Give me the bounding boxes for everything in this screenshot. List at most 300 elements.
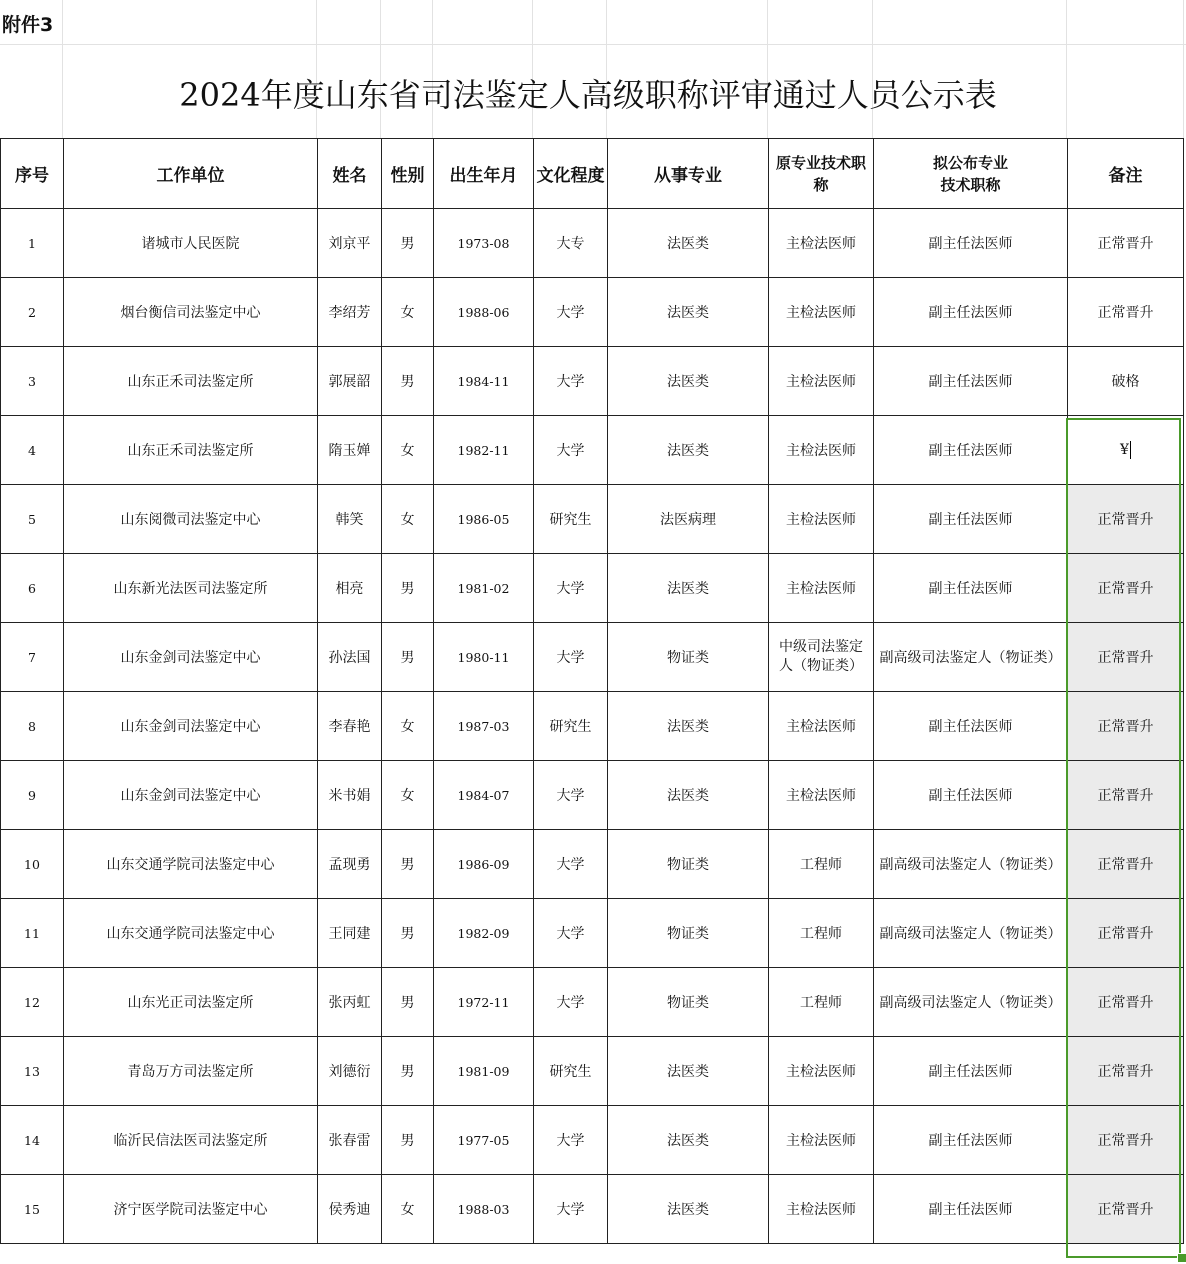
cell-unit-text: 山东阅微司法鉴定中心 [120, 512, 261, 528]
cell-name-text: 王同建 [328, 926, 371, 942]
header-name[interactable]: 姓名 [318, 139, 382, 209]
cell-unit[interactable] [64, 692, 318, 761]
cell-new-title[interactable] [874, 278, 1068, 347]
cell-education[interactable] [534, 692, 608, 761]
cell-original-title[interactable] [769, 899, 874, 968]
cell-gender-text: 男 [400, 236, 415, 252]
cell-name-text: 孟现勇 [328, 857, 371, 873]
cell-unit[interactable] [64, 623, 318, 692]
cell-original-title-text: 工程师 [800, 995, 842, 1011]
header-gender[interactable]: 性别 [382, 139, 434, 209]
cell-education-text: 大学 [556, 305, 585, 321]
cell-field[interactable] [608, 1106, 769, 1175]
cell-original-title[interactable] [769, 278, 874, 347]
header-unit[interactable]: 工作单位 [64, 139, 318, 209]
cell-original-title[interactable] [769, 485, 874, 554]
cell-new-title[interactable] [874, 209, 1068, 278]
cell-birth-text: 1986-09 [457, 856, 510, 872]
cell-education[interactable] [534, 209, 608, 278]
cell-no-text: 3 [28, 373, 36, 389]
cell-field[interactable] [608, 209, 769, 278]
cell-unit[interactable] [64, 416, 318, 485]
cell-original-title-text: 主检法医师 [786, 443, 856, 459]
cell-gender-text: 女 [400, 788, 415, 804]
cell-birth-text: 1977-05 [457, 1132, 510, 1148]
cell-note-text: 正常晋升 [1097, 650, 1154, 666]
cell-unit[interactable] [64, 1106, 318, 1175]
table-row [1, 1175, 1184, 1244]
cell-original-title[interactable] [769, 692, 874, 761]
cell-name-text: 刘德衍 [328, 1064, 371, 1080]
cell-education[interactable] [534, 830, 608, 899]
cell-new-title-text: 副主任法医师 [928, 374, 1013, 390]
cell-gender[interactable] [382, 830, 434, 899]
cell-name-text: 韩笑 [335, 512, 364, 528]
cell-unit-text: 山东光正司法鉴定所 [127, 995, 254, 1011]
cell-new-title-text: 副主任法医师 [928, 788, 1013, 804]
cell-birth-text: 1984-07 [457, 787, 510, 803]
cell-name-text: 李春艳 [328, 719, 371, 735]
header-note[interactable]: 备注 [1068, 139, 1184, 209]
cell-gender-text: 女 [400, 719, 415, 735]
cell-birth[interactable] [434, 761, 534, 830]
cell-field[interactable] [608, 347, 769, 416]
cell-name[interactable] [318, 1175, 382, 1244]
cell-name[interactable] [318, 830, 382, 899]
cell-note[interactable] [1068, 968, 1184, 1037]
cell-name[interactable] [318, 347, 382, 416]
cell-original-title-text: 主检法医师 [786, 719, 856, 735]
gridline [768, 0, 873, 138]
cell-birth[interactable] [434, 209, 534, 278]
cell-field-text: 法医类 [667, 581, 709, 597]
gridline [1067, 0, 1184, 138]
header-new-title[interactable] [874, 139, 1068, 209]
cell-field[interactable] [608, 278, 769, 347]
cell-name[interactable] [318, 761, 382, 830]
gridline [317, 0, 381, 138]
cell-education-text: 大学 [556, 995, 585, 1011]
cell-original-title[interactable] [769, 1037, 874, 1106]
cell-gender[interactable] [382, 692, 434, 761]
cell-name[interactable] [318, 623, 382, 692]
cell-gender[interactable] [382, 761, 434, 830]
cell-note-text: 破格 [1111, 374, 1140, 390]
cell-education[interactable] [534, 278, 608, 347]
cell-note[interactable] [1068, 830, 1184, 899]
cell-new-title[interactable] [874, 1175, 1068, 1244]
cell-new-title-text: 副主任法医师 [928, 443, 1013, 459]
cell-no-text: 12 [24, 994, 40, 1010]
cell-name-text: 郭展韶 [328, 374, 371, 390]
cell-note-text: 正常晋升 [1097, 788, 1154, 804]
cell-education-text: 大专 [556, 236, 585, 252]
cell-new-title[interactable] [874, 830, 1068, 899]
gridline [873, 0, 1067, 138]
cell-field[interactable] [608, 968, 769, 1037]
cell-no[interactable] [1, 761, 64, 830]
cell-new-title[interactable] [874, 692, 1068, 761]
cell-no-text: 10 [24, 856, 40, 872]
cell-birth-text: 1981-09 [457, 1063, 510, 1079]
cell-note[interactable] [1068, 485, 1184, 554]
cell-birth[interactable] [434, 968, 534, 1037]
cell-education[interactable] [534, 623, 608, 692]
cell-unit[interactable] [64, 1175, 318, 1244]
table-row [1, 416, 1184, 485]
cell-education[interactable] [534, 761, 608, 830]
page-title[interactable]: 2024年度山东省司法鉴定人高级职称评审通过人员公示表 [179, 76, 997, 114]
cell-no[interactable] [1, 209, 64, 278]
cell-birth[interactable] [434, 1037, 534, 1106]
cell-education[interactable] [534, 416, 608, 485]
cell-note[interactable] [1068, 899, 1184, 968]
cell-birth[interactable] [434, 830, 534, 899]
cell-education[interactable] [534, 485, 608, 554]
cell-field-text: 物证类 [667, 650, 709, 666]
cell-gender[interactable] [382, 623, 434, 692]
table-row [1, 968, 1184, 1037]
cell-birth-text: 1972-11 [457, 994, 510, 1010]
cell-education[interactable] [534, 1037, 608, 1106]
cell-no-text: 2 [28, 304, 36, 320]
cell-no[interactable] [1, 1175, 64, 1244]
cell-unit[interactable] [64, 1037, 318, 1106]
cell-original-title[interactable] [769, 416, 874, 485]
cell-original-title-text: 主检法医师 [786, 581, 856, 597]
cell-education[interactable] [534, 1106, 608, 1175]
cell-birth-text: 1988-03 [457, 1201, 510, 1217]
table-row [1, 347, 1184, 416]
gridline [381, 0, 433, 138]
cell-field-text: 法医类 [667, 788, 709, 804]
cell-birth-text: 1988-06 [457, 304, 510, 320]
cell-education[interactable] [534, 554, 608, 623]
cell-education-text: 大学 [556, 581, 585, 597]
cell-note-text: ¥ [1120, 442, 1129, 458]
cell-education-text: 大学 [556, 374, 585, 390]
table-row [1, 554, 1184, 623]
cell-note[interactable] [1068, 347, 1184, 416]
attachment-label[interactable]: 附件3 [2, 14, 54, 36]
cell-name[interactable] [318, 485, 382, 554]
cell-unit-text: 济宁医学院司法鉴定中心 [113, 1202, 268, 1218]
cell-unit[interactable] [64, 209, 318, 278]
cell-original-title[interactable] [769, 761, 874, 830]
header-new-title-line2: 技术职称 [940, 175, 1001, 194]
cell-unit[interactable] [64, 554, 318, 623]
cell-unit[interactable] [64, 968, 318, 1037]
cell-name-text: 张丙虹 [328, 995, 371, 1011]
cell-no[interactable] [1, 416, 64, 485]
cell-no[interactable] [1, 692, 64, 761]
header-original-title-line2: 称 [813, 175, 829, 194]
header-birth[interactable]: 出生年月 [434, 139, 534, 209]
cell-birth[interactable] [434, 554, 534, 623]
cell-unit-text: 山东交通学院司法鉴定中心 [106, 857, 275, 873]
cell-gender[interactable] [382, 968, 434, 1037]
cell-no[interactable] [1, 554, 64, 623]
cell-gender[interactable] [382, 899, 434, 968]
cell-unit[interactable] [64, 278, 318, 347]
cell-education[interactable] [534, 1175, 608, 1244]
cell-new-title[interactable] [874, 1106, 1068, 1175]
cell-original-title-text: 主检法医师 [786, 788, 856, 804]
cell-note-text: 正常晋升 [1097, 581, 1154, 597]
header-no[interactable]: 序号 [1, 139, 64, 209]
cell-gender[interactable] [382, 1106, 434, 1175]
table-row [1, 1106, 1184, 1175]
cell-note-text: 正常晋升 [1097, 857, 1154, 873]
cell-gender-text: 女 [400, 443, 415, 459]
cell-name-text: 侯秀迪 [328, 1202, 371, 1218]
cell-birth[interactable] [434, 278, 534, 347]
cell-unit[interactable] [64, 347, 318, 416]
cell-new-title[interactable] [874, 899, 1068, 968]
cell-original-title[interactable] [769, 830, 874, 899]
header-new-title-line1: 拟公布专业 [932, 153, 1008, 172]
cell-original-title-text: 主检法医师 [786, 512, 856, 528]
cell-unit[interactable] [64, 830, 318, 899]
cell-field-text: 法医病理 [660, 512, 716, 528]
cell-gender[interactable] [382, 347, 434, 416]
cell-no-text: 7 [28, 649, 36, 665]
cell-original-title[interactable] [769, 968, 874, 1037]
cell-original-title-text: 主检法医师 [786, 374, 856, 390]
cell-note[interactable] [1068, 209, 1184, 278]
cell-name[interactable] [318, 968, 382, 1037]
cell-education[interactable] [534, 899, 608, 968]
cell-gender[interactable] [382, 554, 434, 623]
table-row [1, 209, 1184, 278]
cell-unit-text: 临沂民信法医司法鉴定所 [113, 1133, 268, 1149]
cell-new-title[interactable] [874, 1037, 1068, 1106]
cell-new-title-text: 副高级司法鉴定人（物证类） [879, 926, 1062, 942]
cell-gender-text: 男 [400, 581, 415, 597]
cell-field[interactable] [608, 485, 769, 554]
cell-no[interactable] [1, 485, 64, 554]
table-row [1, 623, 1184, 692]
cell-new-title[interactable] [874, 416, 1068, 485]
cell-name-text: 李绍芳 [328, 305, 371, 321]
cell-field-text: 物证类 [667, 926, 709, 942]
cell-note-text: 正常晋升 [1097, 995, 1154, 1011]
cell-field-text: 法医类 [667, 1064, 709, 1080]
table-row [1, 899, 1184, 968]
cell-no[interactable] [1, 623, 64, 692]
cell-original-title[interactable] [769, 623, 874, 692]
cell-note[interactable] [1068, 416, 1184, 485]
cell-new-title[interactable] [874, 968, 1068, 1037]
cell-field[interactable] [608, 1037, 769, 1106]
cell-new-title[interactable] [874, 623, 1068, 692]
cell-original-title[interactable] [769, 1175, 874, 1244]
cell-original-title-text: 主检法医师 [786, 1064, 856, 1080]
cell-original-title[interactable] [769, 1106, 874, 1175]
cell-field-text: 物证类 [667, 995, 709, 1011]
cell-new-title-text: 副主任法医师 [928, 1133, 1013, 1149]
cell-gender[interactable] [382, 1175, 434, 1244]
cell-field[interactable] [608, 554, 769, 623]
cell-name[interactable] [318, 1106, 382, 1175]
table-row [1, 761, 1184, 830]
header-education[interactable]: 文化程度 [534, 139, 608, 209]
cell-education[interactable] [534, 968, 608, 1037]
cell-no[interactable] [1, 347, 64, 416]
cell-birth[interactable] [434, 416, 534, 485]
cell-new-title[interactable] [874, 554, 1068, 623]
cell-original-title[interactable] [769, 554, 874, 623]
cell-unit-text: 烟台衡信司法鉴定中心 [120, 305, 261, 321]
cell-birth[interactable] [434, 623, 534, 692]
cell-note[interactable] [1068, 623, 1184, 692]
cell-no[interactable] [1, 968, 64, 1037]
cell-original-title[interactable] [769, 347, 874, 416]
cell-original-title-text: 主检法医师 [786, 236, 856, 252]
cell-gender[interactable] [382, 1037, 434, 1106]
cell-note-text: 正常晋升 [1097, 926, 1154, 942]
cell-gender[interactable] [382, 278, 434, 347]
cell-field-text: 法医类 [667, 443, 709, 459]
cell-original-title-text: 工程师 [800, 857, 842, 873]
cell-no[interactable] [1, 899, 64, 968]
text-cursor [1130, 441, 1131, 459]
cell-no[interactable] [1, 1037, 64, 1106]
cell-note[interactable] [1068, 278, 1184, 347]
cell-unit[interactable] [64, 899, 318, 968]
cell-gender-text: 女 [400, 305, 415, 321]
cell-education-text: 大学 [556, 926, 585, 942]
cell-gender[interactable] [382, 416, 434, 485]
cell-education-text: 大学 [556, 857, 585, 873]
gridline [433, 0, 533, 138]
cell-birth[interactable] [434, 485, 534, 554]
cell-field[interactable] [608, 623, 769, 692]
cell-note-text: 正常晋升 [1097, 305, 1154, 321]
cell-unit-text: 山东交通学院司法鉴定中心 [106, 926, 275, 942]
cell-field[interactable] [608, 416, 769, 485]
cell-unit[interactable] [64, 485, 318, 554]
cell-original-title[interactable] [769, 209, 874, 278]
cell-new-title-text: 副主任法医师 [928, 1064, 1013, 1080]
cell-name[interactable] [318, 899, 382, 968]
cell-note[interactable] [1068, 761, 1184, 830]
cell-note[interactable] [1068, 1106, 1184, 1175]
cell-original-title-text: 主检法医师 [786, 1202, 856, 1218]
cell-field[interactable] [608, 692, 769, 761]
cell-gender-text: 男 [400, 857, 415, 873]
cell-birth[interactable] [434, 692, 534, 761]
cell-name[interactable] [318, 416, 382, 485]
cell-note-text: 正常晋升 [1097, 512, 1154, 528]
cell-birth[interactable] [434, 1175, 534, 1244]
cell-birth[interactable] [434, 347, 534, 416]
cell-name[interactable] [318, 692, 382, 761]
cell-education-text: 研究生 [549, 512, 592, 528]
cell-gender-text: 男 [400, 374, 415, 390]
cell-no-text: 15 [24, 1201, 40, 1217]
cell-note-text: 正常晋升 [1097, 236, 1154, 252]
cell-no-text: 5 [28, 511, 36, 527]
cell-field-text: 物证类 [667, 857, 709, 873]
cell-new-title-text: 副主任法医师 [928, 305, 1013, 321]
cell-note[interactable] [1068, 1175, 1184, 1244]
cell-education[interactable] [534, 347, 608, 416]
cell-note-text: 正常晋升 [1097, 1202, 1154, 1218]
header-field[interactable]: 从事专业 [608, 139, 769, 209]
cell-no-text: 1 [28, 235, 36, 251]
cell-name-text: 相亮 [335, 581, 364, 597]
cell-gender[interactable] [382, 485, 434, 554]
data-table [0, 138, 1184, 1244]
cell-field-text: 法医类 [667, 305, 709, 321]
cell-education-text: 大学 [556, 788, 585, 804]
cell-new-title-text: 副高级司法鉴定人（物证类） [879, 857, 1062, 873]
cell-note-text: 正常晋升 [1097, 1133, 1154, 1149]
cell-name-text: 孙法国 [328, 650, 371, 666]
cell-birth-text: 1973-08 [457, 235, 510, 251]
cell-name[interactable] [318, 209, 382, 278]
cell-new-title-text: 副主任法医师 [928, 581, 1013, 597]
cell-new-title[interactable] [874, 761, 1068, 830]
table-row [1, 1037, 1184, 1106]
cell-new-title-text: 副高级司法鉴定人（物证类） [879, 995, 1062, 1011]
cell-name[interactable] [318, 278, 382, 347]
header-original-title[interactable] [769, 139, 874, 209]
cell-new-title-text: 副主任法医师 [928, 1202, 1013, 1218]
cell-note[interactable] [1068, 692, 1184, 761]
table-row [1, 830, 1184, 899]
cell-unit-text: 山东正禾司法鉴定所 [127, 443, 254, 459]
cell-unit-text: 山东金剑司法鉴定中心 [120, 788, 261, 804]
cell-birth-text: 1981-02 [457, 580, 510, 596]
cell-birth[interactable] [434, 899, 534, 968]
fill-handle[interactable] [1177, 1253, 1186, 1263]
cell-note-text: 正常晋升 [1097, 719, 1154, 735]
cell-field[interactable] [608, 899, 769, 968]
cell-note[interactable] [1068, 554, 1184, 623]
cell-no-text: 8 [28, 718, 36, 734]
cell-birth-text: 1982-09 [457, 925, 510, 941]
cell-education-text: 大学 [556, 1133, 585, 1149]
cell-birth-text: 1987-03 [457, 718, 510, 734]
cell-unit-text: 诸城市人民医院 [141, 236, 240, 252]
cell-original-title-text: 工程师 [800, 926, 842, 942]
cell-field[interactable] [608, 761, 769, 830]
cell-no[interactable] [1, 1106, 64, 1175]
cell-unit-text: 山东正禾司法鉴定所 [127, 374, 254, 390]
cell-name-text: 张春雷 [328, 1133, 371, 1149]
cell-unit[interactable] [64, 761, 318, 830]
cell-field-text: 法医类 [667, 374, 709, 390]
cell-gender[interactable] [382, 209, 434, 278]
cell-new-title[interactable] [874, 485, 1068, 554]
cell-birth[interactable] [434, 1106, 534, 1175]
cell-note[interactable] [1068, 1037, 1184, 1106]
cell-name[interactable] [318, 1037, 382, 1106]
cell-field[interactable] [608, 1175, 769, 1244]
cell-field[interactable] [608, 830, 769, 899]
cell-gender-text: 男 [400, 1064, 415, 1080]
cell-gender-text: 女 [400, 512, 415, 528]
cell-field-text: 法医类 [667, 1133, 709, 1149]
cell-no[interactable] [1, 278, 64, 347]
cell-gender-text: 男 [400, 650, 415, 666]
cell-name[interactable] [318, 554, 382, 623]
cell-new-title[interactable] [874, 347, 1068, 416]
cell-education-text: 大学 [556, 650, 585, 666]
cell-no[interactable] [1, 830, 64, 899]
